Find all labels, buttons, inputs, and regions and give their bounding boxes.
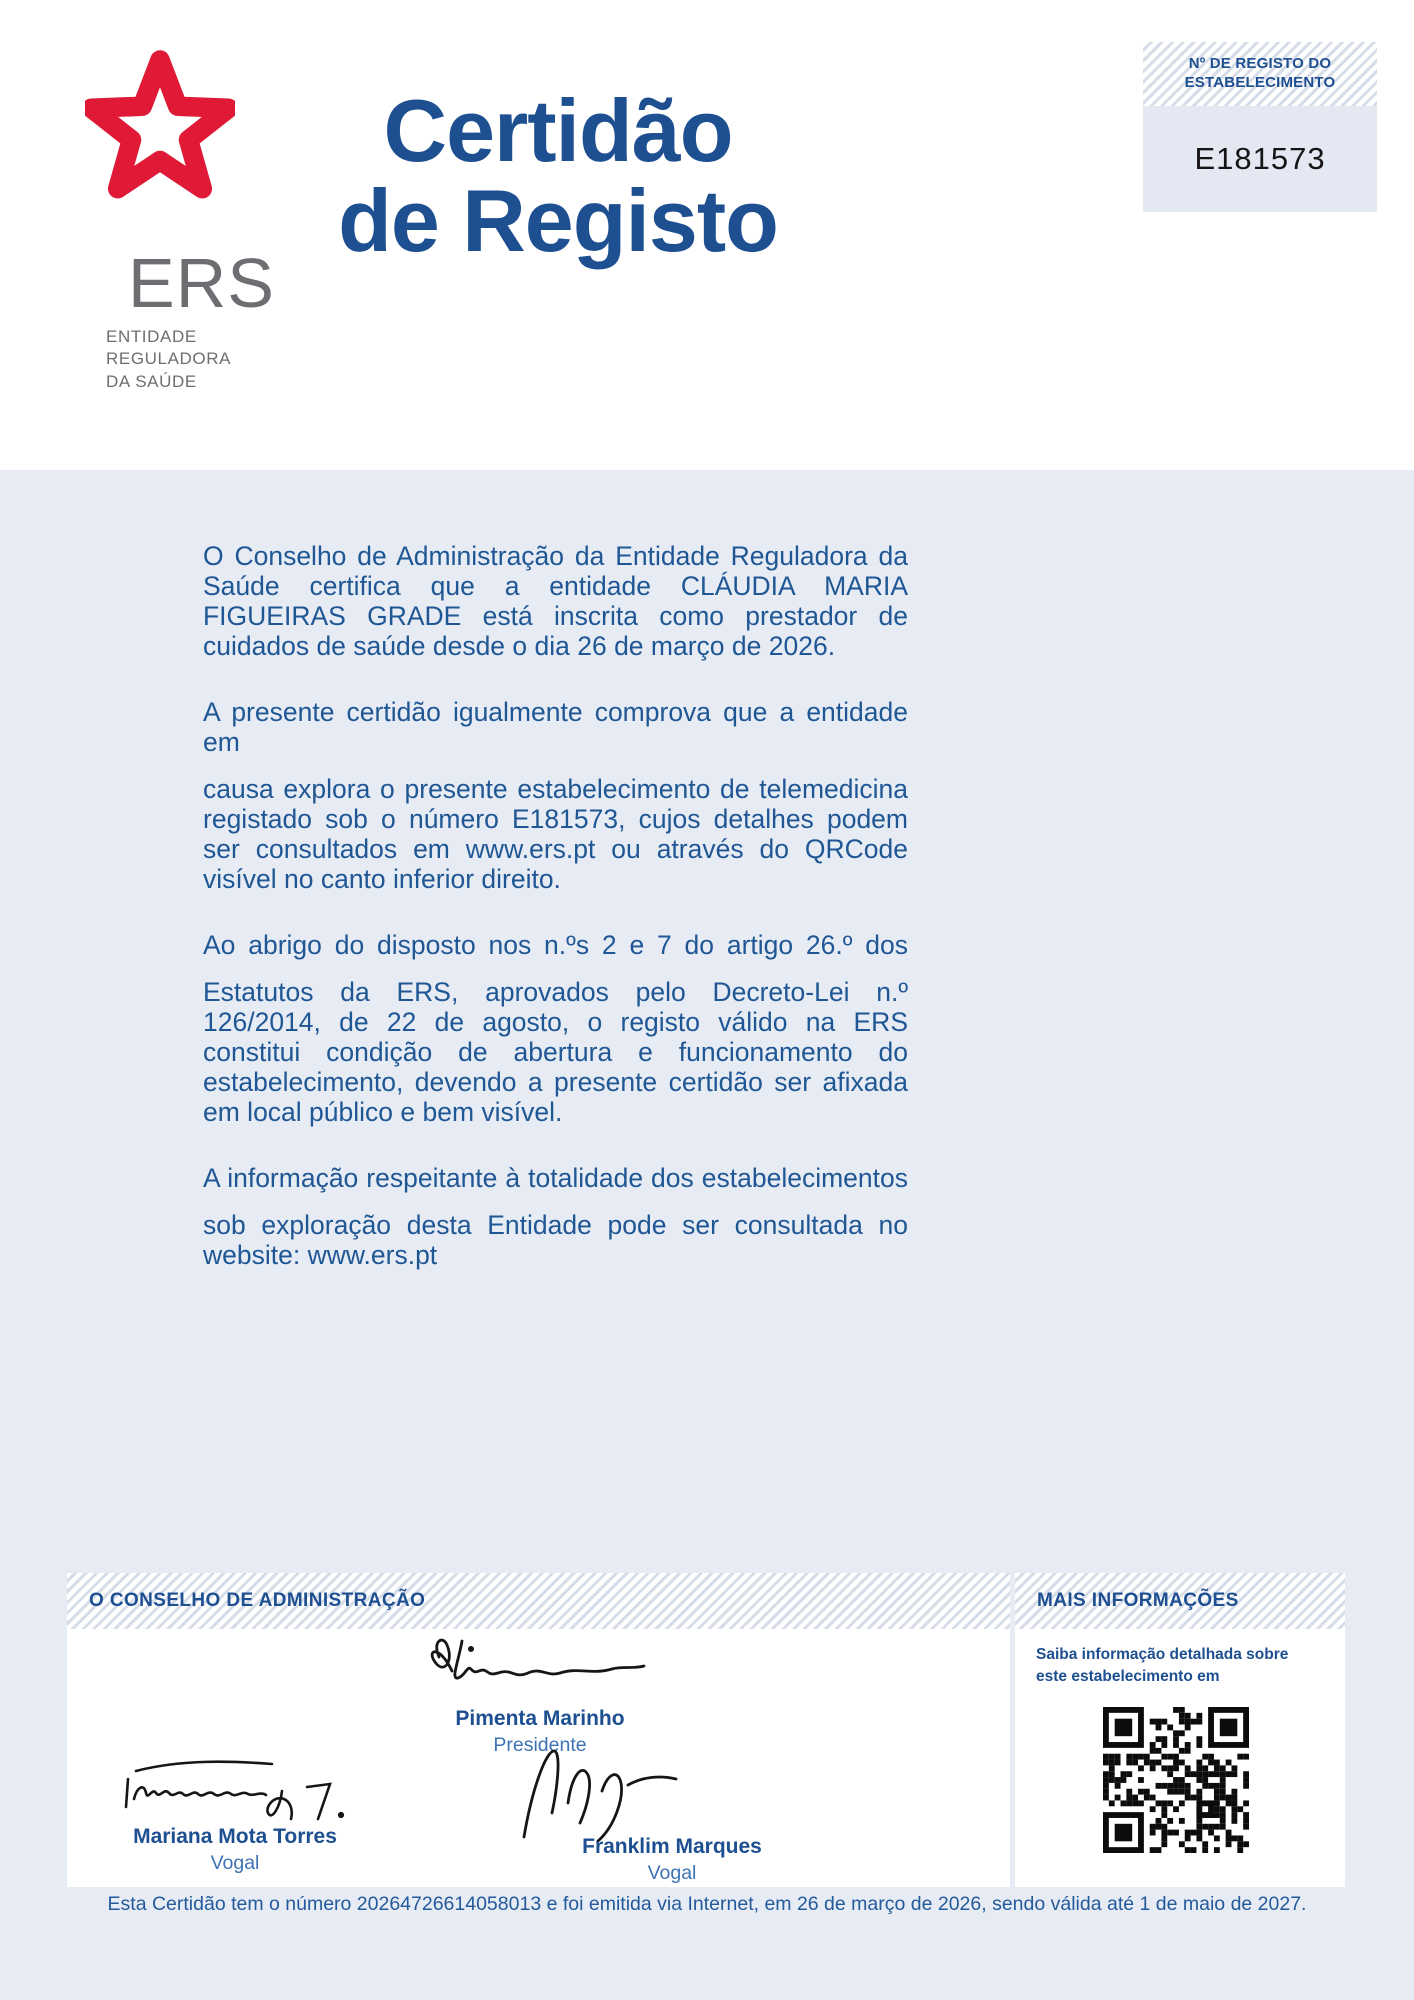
certificate-body bbox=[203, 541, 908, 1306]
paragraph-3-text: Estatutos da ERS, aprovados pelo Decreto-Lei n.º 126/2014, de 22 de agosto, o registo válido na ERS constitui condição de abertura e funcionamento do estabelecimento, devendo a presente certidão ser afixada em local público e bem visível. bbox=[203, 977, 908, 1127]
paragraph-1-text: O Conselho de Administração da Entidade Reguladora da Saúde certifica que a entidade CLÁUDIA MARIA FIGUEIRAS GRADE está inscrita como prestador de cuidados de saúde desde o dia 26 de março de 2026. bbox=[203, 541, 908, 661]
page-title-line2: de Registo bbox=[338, 170, 778, 270]
member-role-vogal-2: Vogal bbox=[647, 1862, 697, 1884]
registration-number-label bbox=[1143, 42, 1377, 106]
board-panel-header: O CONSELHO DE ADMINISTRAÇÃO bbox=[67, 1573, 1010, 1629]
ers-star-logo-icon bbox=[85, 50, 235, 205]
paragraph-1 bbox=[203, 541, 908, 661]
signature-pimenta-marinho bbox=[422, 1633, 652, 1697]
ers-logo-acronym: ERS bbox=[128, 244, 275, 322]
logo-name-line1: ENTIDADE bbox=[106, 327, 197, 346]
ers-logo-full-name bbox=[106, 326, 231, 393]
member-name-president: Pimenta Marinho bbox=[455, 1707, 625, 1730]
paragraph-2-lead: A presente certidão igualmente comprova que a entidade em bbox=[203, 697, 908, 757]
page-title-line1: Certidão bbox=[383, 81, 733, 180]
qr-code bbox=[1103, 1707, 1249, 1853]
paragraph-4-lead: A informação respeitante à totalidade dos estabelecimentos bbox=[203, 1163, 908, 1193]
member-name-vogal-2: Franklim Marques bbox=[582, 1835, 762, 1858]
registration-label-line2: ESTABELECIMENTO bbox=[1184, 74, 1336, 91]
more-info-text: Saiba informação detalhada sobre este estabelecimento em bbox=[1036, 1646, 1289, 1685]
registration-number-box bbox=[1143, 42, 1377, 212]
member-role-vogal-1: Vogal bbox=[210, 1852, 260, 1874]
logo-name-line2: REGULADORA bbox=[106, 349, 232, 369]
paragraph-2-text: causa explora o presente estabelecimento de telemedicina registado sob o número E181573, cujos detalhes podem ser consultados em www.ers.pt ou através do QRCode visível no canto inferior direito. bbox=[203, 774, 908, 894]
registration-label-line1: Nº DE REGISTO DO bbox=[1188, 55, 1332, 73]
registration-number-value: E181573 bbox=[1143, 106, 1377, 212]
more-info-panel bbox=[1015, 1573, 1345, 1887]
paragraph-3 bbox=[203, 930, 908, 1127]
paragraph-4 bbox=[203, 1163, 908, 1270]
signature-mariana-mota-torres bbox=[122, 1749, 392, 1827]
signature-franklim-marques bbox=[510, 1739, 690, 1843]
paragraph-2 bbox=[203, 697, 908, 894]
paragraph-4-text: sob exploração desta Entidade pode ser consultada no website: www.ers.pt bbox=[203, 1210, 908, 1270]
footer-note: Esta Certidão tem o número 20264726614058013 e foi emitida via Internet, em 26 de março de 2026, sendo válida até 1 de maio de 2027. bbox=[107, 1893, 1307, 1915]
paragraph-3-lead: Ao abrigo do disposto nos n.ºs 2 e 7 do artigo 26.º dos bbox=[203, 930, 908, 960]
logo-name-line3: DA SAÚDE bbox=[106, 371, 197, 391]
page-title bbox=[280, 81, 836, 270]
member-role-president: Presidente bbox=[493, 1734, 587, 1756]
board-panel bbox=[67, 1573, 1010, 1887]
more-info-panel-header: MAIS INFORMAÇÕES bbox=[1015, 1573, 1345, 1629]
member-name-vogal-1: Mariana Mota Torres bbox=[133, 1825, 337, 1848]
